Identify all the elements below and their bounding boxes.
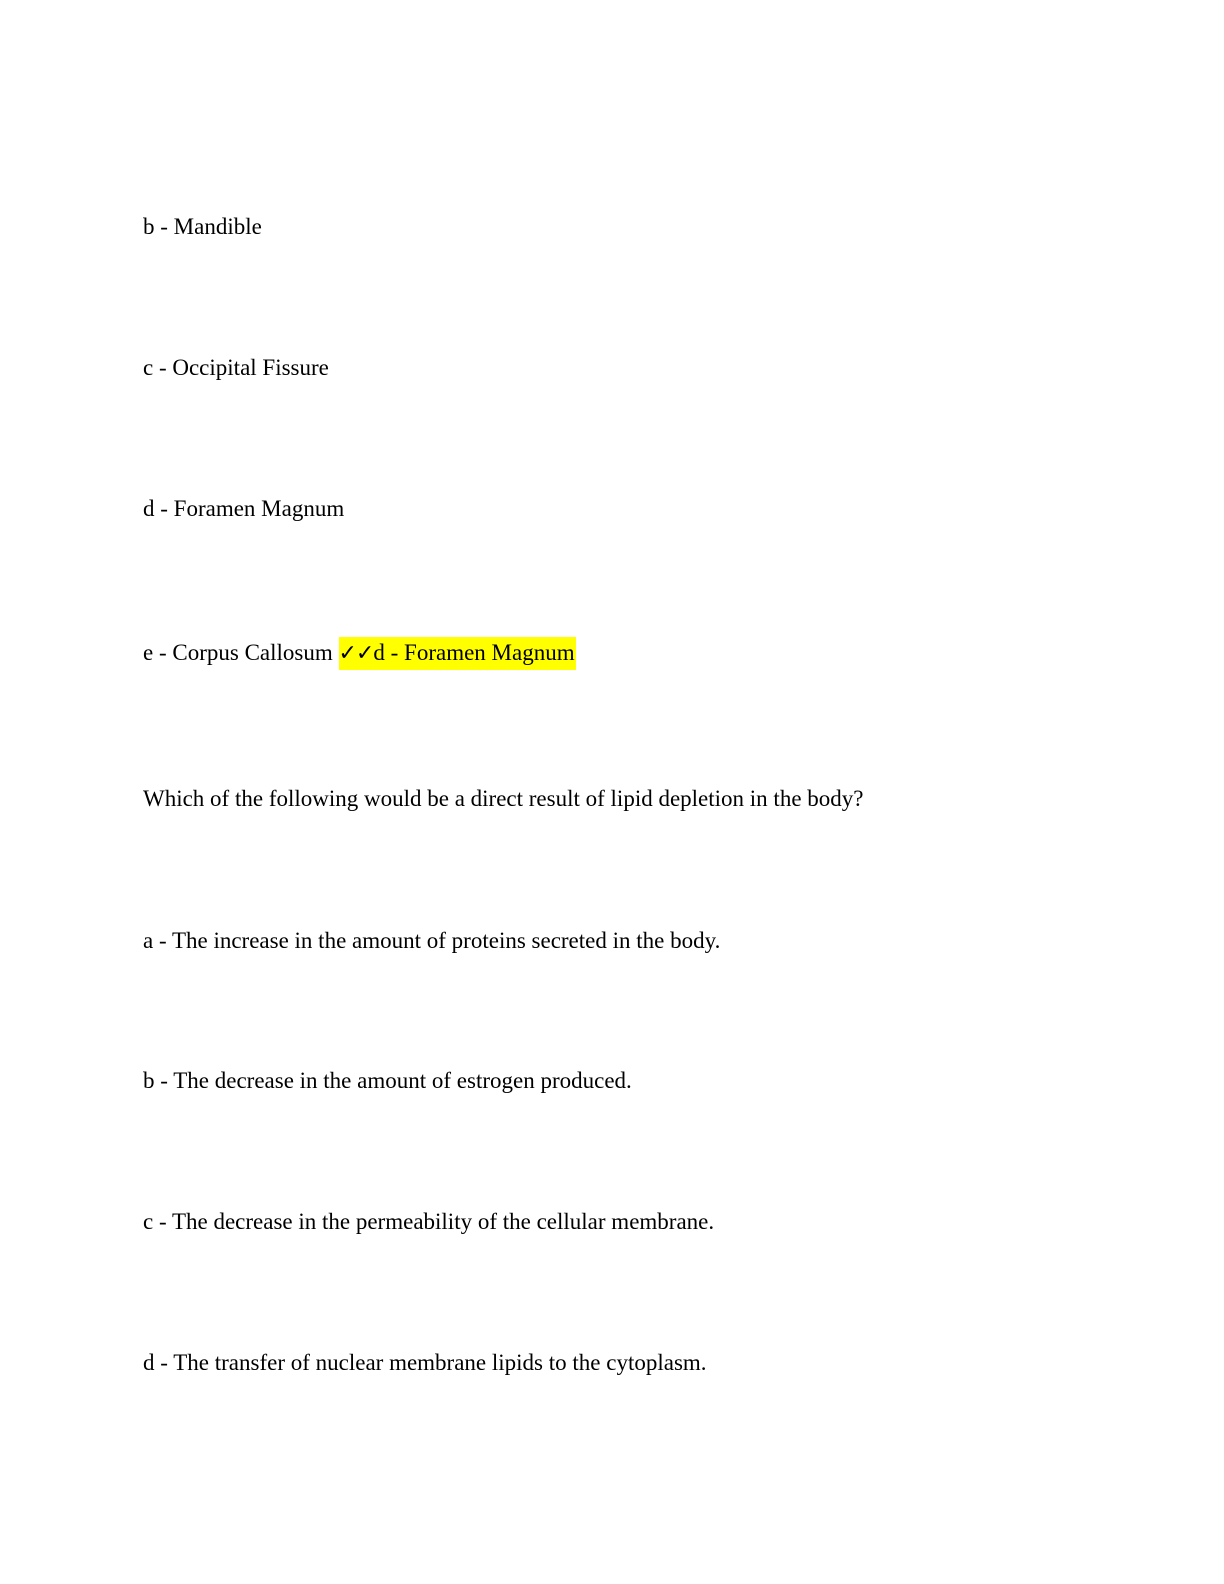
option-b: b - The decrease in the amount of estrogen produced. (143, 1068, 632, 1093)
answer-text: d - Foramen Magnum (373, 640, 575, 665)
prev-option-e-row (143, 637, 576, 670)
prev-option-e: e - Corpus Callosum (143, 640, 333, 665)
prev-option-d: d - Foramen Magnum (143, 496, 345, 521)
prev-option-b: b - Mandible (143, 214, 262, 239)
answer-highlight (339, 637, 576, 670)
option-d: d - The transfer of nuclear membrane lipids to the cytoplasm. (143, 1350, 707, 1375)
option-c: c - The decrease in the permeability of the cellular membrane. (143, 1209, 715, 1234)
prev-option-c: c - Occipital Fissure (143, 355, 329, 380)
double-check-icon: ✓✓ (338, 641, 374, 666)
question-text: Which of the following would be a direct result of lipid depletion in the body? (143, 786, 864, 811)
option-a: a - The increase in the amount of proteins secreted in the body. (143, 928, 721, 953)
